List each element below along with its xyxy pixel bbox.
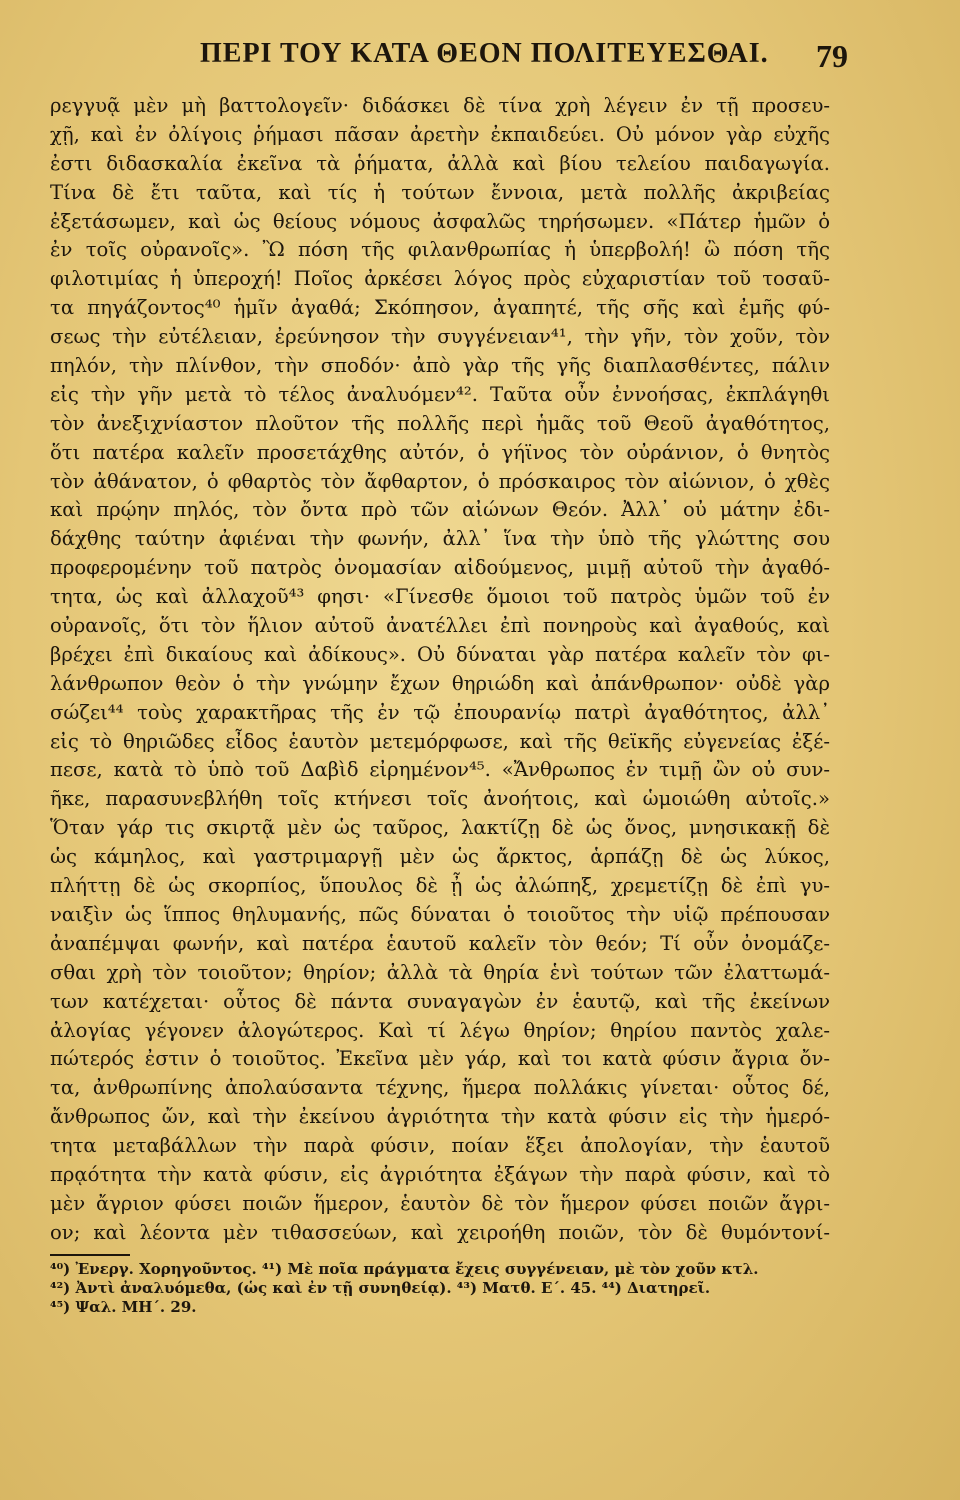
book-page [50,38,848,1478]
text-line: πλήττῃ δὲ ὡς σκορπίος, ὕπουλος δὲ ᾖ ὡς ἀλώπηξ, χρεμετίζῃ δὲ ἐπὶ γυ- [50,874,830,898]
text-line: ἐστι διδασκαλία ἐκεῖνα τὰ ῥήματα, ἀλλὰ καὶ βίου τελείου παιδαγωγία. [50,151,830,175]
text-line: των κατέχεται· οὗτος δὲ πάντα συναγαγὼν ἐν ἑαυτῷ, καὶ τῆς ἐκείνων [50,989,830,1013]
text-line: σεως τὴν εὐτέλειαν, ἐρεύνησον τὴν συγγένειαν⁴¹, τὴν γῆν, τὸν χοῦν, τὸν [50,325,830,349]
text-line: ἀναπέμψαι φωνήν, καὶ πατέρα ἑαυτοῦ καλεῖν τὸν θεόν; Τί οὖν ὀνομάζε- [50,931,830,955]
text-line: προφερομένην τοῦ πατρὸς ὀνομασίαν αἰδούμενος, μιμῇ αὐτοῦ τὴν ἀγαθό- [50,556,830,580]
footnote-rule [50,1254,130,1256]
text-line: δάχθης ταύτην ἀφιέναι τὴν φωνήν, ἀλλ᾽ ἵνα τὴν ὑπὸ τῆς γλώττης σου [50,527,830,551]
text-line: τα, ἀνθρωπίνης ἀπολαύσαντα τέχνης, ἥμερα πολλάκις γίνεται· οὗτος δέ, [50,1076,830,1100]
text-line: ον; καὶ λέοντα μὲν τιθασσεύων, καὶ χειροήθη ποιῶν, τὸν δὲ θυμόντονί- [50,1220,830,1244]
page-number: 79 [816,38,848,74]
text-line: τητα, ὡς καὶ ἀλλαχοῦ⁴³ φησι· «Γίνεσθε ὅμοιοι τοῦ πατρὸς ὑμῶν τοῦ ἐν [50,585,830,609]
text-line: τητα μεταβάλλων τὴν παρὰ φύσιν, ποίαν ἕξει ἀπολογίαν, τὴν ἑαυτοῦ [50,1134,830,1158]
text-line: ναιξὶν ὡς ἵππος θηλυμανής, πῶς δύναται ὁ τοιοῦτος τὴν υἱῷ πρέπουσαν [50,902,830,926]
text-line: χῇ, καὶ ἐν ὀλίγοις ῥήμασι πᾶσαν ἀρετὴν ἐκπαιδεύει. Οὐ μόνον γὰρ εὐχῆς [50,122,830,146]
text-line: ἐν τοῖς οὐρανοῖς». Ὢ πόση τῆς φιλανθρωπίας ἡ ὑπερβολή! ὢ πόση τῆς [50,238,830,262]
text-line: Ὅταν γάρ τις σκιρτᾷ μὲν ὡς ταῦρος, λακτίζῃ δὲ ὡς ὄνος, μνησικακῇ δὲ [50,816,830,840]
text-line: μὲν ἄγριον φύσει ποιῶν ἥμερον, ἑαυτὸν δὲ τὸν ἥμερον φύσει ποιῶν ἄγρι- [50,1191,830,1215]
text-line: βρέχει ἐπὶ δικαίους καὶ ἀδίκους». Οὐ δύναται γὰρ πατέρα καλεῖν τὸν φι- [50,642,830,666]
text-line: τὸν ἀνεξιχνίαστον πλοῦτον τῆς πολλῆς περὶ ἡμᾶς τοῦ Θεοῦ ἀγαθότητος, [50,411,830,435]
text-line: ἐξετάσωμεν, καὶ ὡς θείους νόμους ἀσφαλῶς τηρήσωμεν. «Πάτερ ἡμῶν ὁ [50,209,830,233]
text-line: λάνθρωπον θεὸν ὁ τὴν γνώμην ἔχων θηριώδη καὶ ἀπάνθρωπον· οὐδὲ γὰρ [50,671,830,695]
running-title: ΠΕΡΙ ΤΟΥ ΚΑΤΑ ΘΕΟΝ ΠΟΛΙΤΕΥΕΣΘΑΙ. [200,38,769,69]
text-line: εἰς τὸ θηριῶδες εἶδος ἑαυτὸν μετεμόρφωσε, καὶ τῆς θεϊκῆς εὐγενείας ἐξέ- [50,729,830,753]
footnote-line: ⁴²) Ἀντὶ ἀναλυόμεθα, (ὡς καὶ ἐν τῇ συνηθείᾳ). ⁴³) Ματθ. Ε΄. 45. ⁴⁴) Διατηρεῖ. [50,1278,711,1297]
body-text [50,92,830,1248]
footnotes [50,1260,830,1317]
text-line: τα πηγάζοντος⁴⁰ ἡμῖν ἀγαθά; Σκόπησον, ἀγαπητέ, τῆς σῆς καὶ ἐμῆς φύ- [50,296,830,320]
footnote-line: ⁴⁵) Ψαλ. ΜΗ΄. 29. [50,1297,197,1316]
text-line: καὶ πρῴην πηλός, τὸν ὄντα πρὸ τῶν αἰώνων Θεόν. Ἀλλ᾽ οὐ μάτην ἐδι- [50,498,830,522]
text-line: ρεγγυᾷ μὲν μὴ βαττολογεῖν· διδάσκει δὲ τίνα χρὴ λέγειν ἐν τῇ προσευ- [50,94,830,117]
text-line: σώζει⁴⁴ τοὺς χαρακτῆρας τῆς ἐν τῷ ἐπουρανίῳ πατρὶ ἀγαθότητος, ἀλλ᾽ [50,700,830,724]
text-line: τὸν ἀθάνατον, ὁ φθαρτὸς τὸν ἄφθαρτον, ὁ πρόσκαιρος τὸν αἰώνιον, ὁ χθὲς [50,469,830,493]
text-line: πώτερός ἐστιν ὁ τοιοῦτος. Ἐκεῖνα μὲν γάρ, καὶ τοι κατὰ φύσιν ἄγρια ὄν- [50,1047,830,1071]
text-line: πρᾳότητα τὴν κατὰ φύσιν, εἰς ἀγριότητα ἐξάγων τὴν παρὰ φύσιν, καὶ τὸ [50,1162,830,1186]
text-line: Τίνα δὲ ἔτι ταῦτα, καὶ τίς ἡ τούτων ἔννοια, μετὰ πολλῆς ἀκριβείας [50,180,830,204]
text-line: πεσε, κατὰ τὸ ὑπὸ τοῦ Δαβὶδ εἰρημένον⁴⁵. «Ἄνθρωπος ἐν τιμῇ ὢν οὐ συν- [50,758,830,782]
text-line: ἄνθρωπος ὤν, καὶ τὴν ἐκείνου ἀγριότητα τὴν κατὰ φύσιν εἰς τὴν ἡμερό- [50,1105,830,1129]
text-line: οὐρανοῖς, ὅτι τὸν ἥλιον αὐτοῦ ἀνατέλλει ἐπὶ πονηροὺς καὶ ἀγαθούς, καὶ [50,614,830,638]
text-line: σθαι χρὴ τὸν τοιοῦτον; θηρίον; ἀλλὰ τὰ θηρία ἑνὶ τούτων τῶν ἐλαττωμά- [50,960,830,984]
text-line: εἰς τὴν γῆν μετὰ τὸ τέλος ἀναλυόμεν⁴². Ταῦτα οὖν ἐννοήσας, ἐκπλάγηθι [50,382,830,406]
text-line: πηλόν, τὴν πλίνθον, τὴν σποδόν· ἀπὸ γὰρ τῆς γῆς διαπλασθέντες, πάλιν [50,354,830,378]
text-line: φιλοτιμίας ἡ ὑπεροχή! Ποῖος ἀρκέσει λόγος πρὸς εὐχαριστίαν τοῦ τοσαῦ- [50,267,830,291]
footnote-line: ⁴⁰) Ἐνεργ. Χορηγοῦντος. ⁴¹) Μὲ ποῖα πράγματα ἔχεις συγγένειαν, μὲ τὸν χοῦν κτλ. [50,1259,759,1278]
text-line: ὅτι πατέρα καλεῖν προσετάχθης αὐτόν, ὁ γήϊνος τὸν οὐράνιον, ὁ θνητὸς [50,440,830,464]
text-line: ῆκε, παρασυνεβλήθη τοῖς κτήνεσι τοῖς ἀνοήτοις, καὶ ὡμοιώθη αὐτοῖς.» [50,787,830,811]
text-line: ἀλογίας γέγονεν ἀλογώτερος. Καὶ τί λέγω θηρίον; θηρίου παντὸς χαλε- [50,1018,830,1042]
text-line: ὡς κάμηλος, καὶ γαστριμαργῇ μὲν ὡς ἄρκτος, ἁρπάζῃ δὲ ὡς λύκος, [50,845,830,869]
page-header [50,38,848,92]
